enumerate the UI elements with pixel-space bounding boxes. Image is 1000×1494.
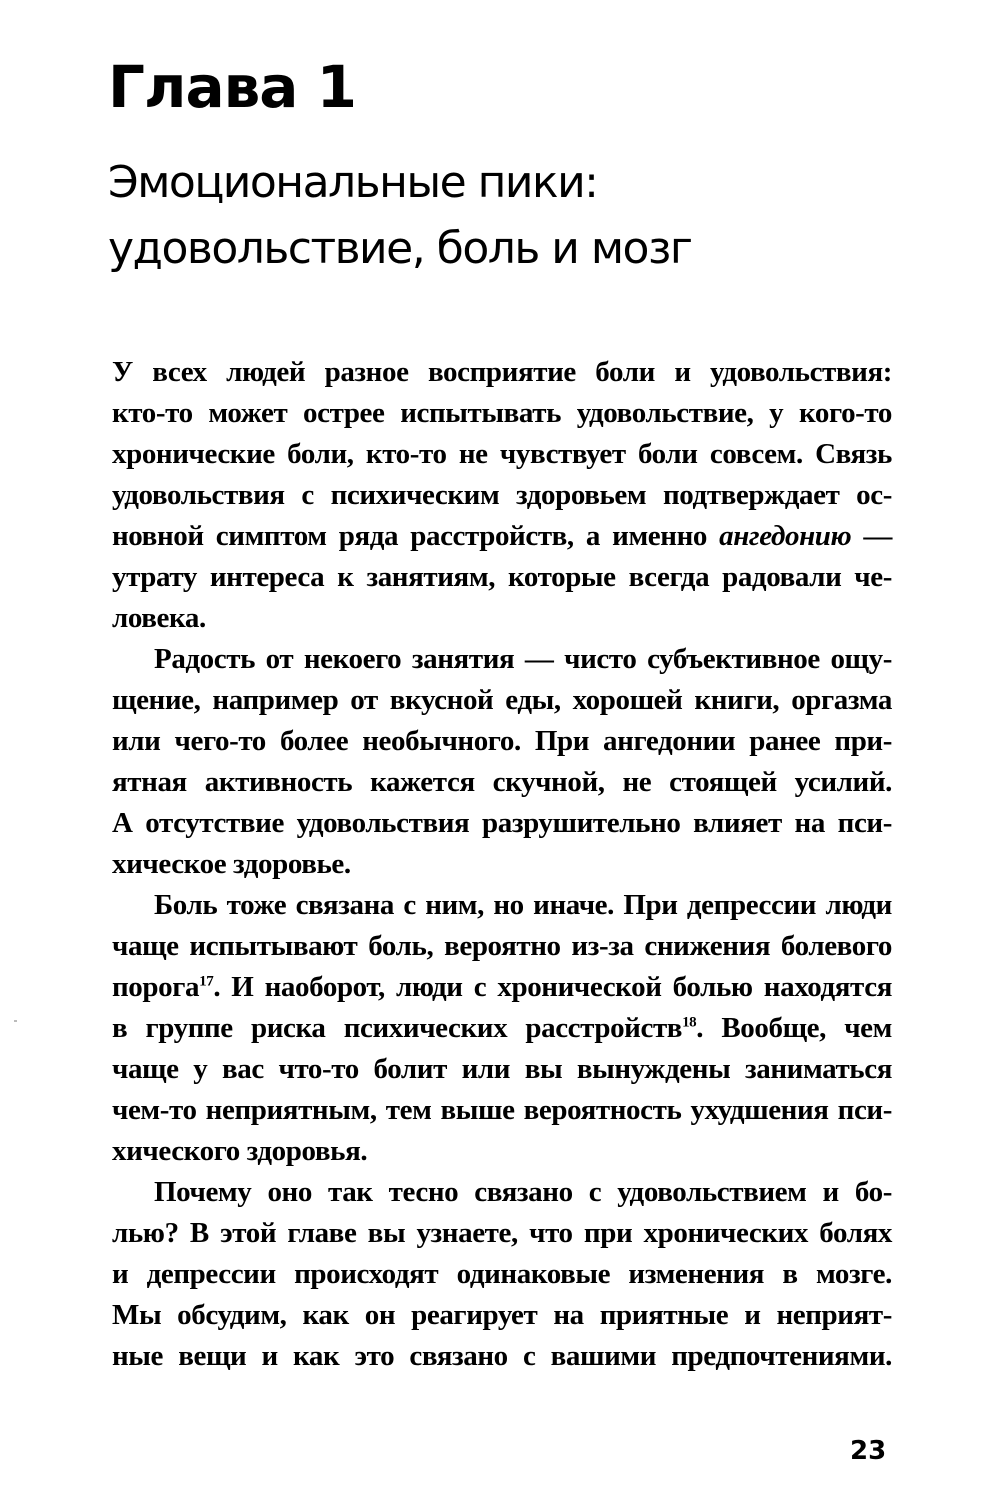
text-line: чаще испытывают боль, вероятно из-за снижения болевого — [112, 930, 892, 962]
text-line — [112, 1008, 892, 1049]
text-line: чаще у вас что-то болит или вы вынуждены заниматься — [112, 1053, 892, 1085]
text-line: кто-то может острее испытывать удовольствие, у кого-то — [112, 397, 892, 429]
text-fragment: новной симптом ряда расстройств, а именно — [112, 520, 720, 552]
text-fragment: . Вообще, чем — [696, 1012, 892, 1044]
text-fragment: — — [851, 520, 892, 552]
text-line: удовольствия с психическим здоровьем подтверждает ос- — [112, 479, 892, 511]
text-line: А отсутствие удовольствия разрушительно влияет на пси- — [112, 807, 892, 839]
text-line: утрату интереса к занятиям, которые всегда радовали че- — [112, 561, 892, 593]
text-line: хического здоровья. — [112, 1135, 368, 1167]
text-line: и депрессии происходят одинаковые изменения в мозге. — [112, 1258, 892, 1290]
text-line: лью? В этой главе вы узнаете, что при хронических болях — [112, 1217, 892, 1249]
body-text — [112, 352, 892, 1377]
chapter-title-line: удовольствие, боль и мозг — [108, 223, 692, 274]
italic-term: ангедонию — [719, 520, 852, 552]
text-line: У всех людей разное восприятие боли и удовольствия: — [112, 356, 892, 388]
paragraph-4 — [112, 1172, 892, 1377]
page-number: 23 — [850, 1436, 887, 1466]
text-fragment: порога — [112, 971, 200, 1003]
text-fragment: в группе риска психических расстройств — [112, 1012, 683, 1044]
text-fragment: . И наоборот, люди с хронической болью находятся — [213, 971, 892, 1003]
text-line: ные вещи и как это связано с вашими предпочтениями. — [112, 1340, 892, 1372]
text-line — [112, 967, 892, 1008]
text-line: ятная активность кажется скучной, не стоящей усилий. — [112, 766, 892, 798]
text-line: Мы обсудим, как он реагирует на приятные и неприят- — [112, 1299, 892, 1331]
text-line: ловека. — [112, 602, 206, 634]
text-line: Радость от некоего занятия — чисто субъективное ощу- — [154, 643, 892, 675]
text-line: хронические боли, кто-то не чувствует боли совсем. Связь — [112, 438, 892, 470]
chapter-label: Глава 1 — [108, 53, 356, 121]
text-line: или чего-то более необычного. При ангедонии ранее при- — [112, 725, 892, 757]
footnote-ref-18[interactable]: 18 — [682, 1014, 697, 1031]
text-line: щение, например от вкусной еды, хорошей книги, оргазма — [112, 684, 892, 716]
text-line: Боль тоже связана с ним, но иначе. При депрессии люди — [154, 889, 892, 921]
paragraph-1 — [112, 352, 892, 639]
paragraph-2 — [112, 639, 892, 885]
text-line: чем-то неприятным, тем выше вероятность ухудшения пси- — [112, 1094, 892, 1126]
text-line — [112, 516, 892, 557]
chapter-title-line: Эмоциональные пики: — [108, 157, 598, 208]
chapter-title — [108, 150, 908, 282]
scan-speck — [14, 1020, 17, 1022]
text-line: Почему оно так тесно связано с удовольствием и бо- — [154, 1176, 892, 1208]
footnote-ref-17[interactable]: 17 — [199, 973, 214, 990]
paragraph-3 — [112, 885, 892, 1172]
text-line: хическое здоровье. — [112, 848, 351, 880]
